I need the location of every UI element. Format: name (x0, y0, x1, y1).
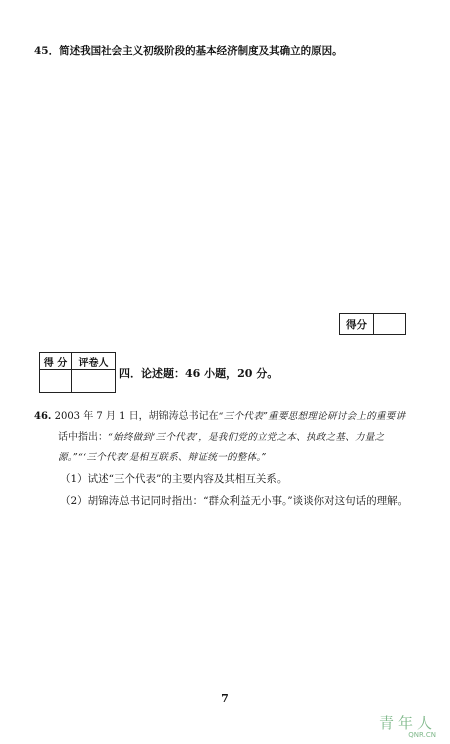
score-label: 得分 (340, 314, 374, 334)
question-46-line-2-quote: “始终做到‘三个代表’，是我们党的立党之本、执政之基、力量之 (108, 432, 385, 443)
question-46-line-1-intro: 2003 年 7 月 1 日，胡锦涛总书记在 (54, 411, 219, 422)
question-46-line-2-intro: 话中指出： (58, 432, 108, 443)
grader-score-cell[interactable] (40, 370, 72, 393)
grader-col-score: 得 分 (40, 353, 72, 370)
question-46-line-3: 源。”“‘三个代表’是相互联系、辩证统一的整体。” (58, 452, 267, 463)
score-blank[interactable] (374, 314, 405, 334)
question-45: 45．简述我国社会主义初级阶段的基本经济制度及其确立的原因。 (34, 45, 343, 57)
section-4-title: 四．论述题：46 小题，20 分。 (119, 367, 279, 380)
page-number: 7 (221, 692, 229, 705)
question-46-number: 46. (34, 411, 52, 422)
grader-reviewer-cell[interactable] (72, 370, 116, 393)
question-46-line-2 (58, 428, 384, 443)
grader-table (39, 352, 116, 393)
score-box (339, 313, 406, 335)
question-46-line-1-quote: “三个代表”重要思想理论研讨会上的重要讲 (218, 411, 406, 422)
watermark-logo (379, 712, 436, 739)
question-46-sub-1: （1）试述“三个代表”的主要内容及其相互关系。 (60, 473, 288, 485)
question-46-sub-2: （2）胡锦涛总书记同时指出：“群众利益无小事。”谈谈你对这句话的理解。 (60, 495, 409, 507)
watermark-url: QNR.CN (408, 731, 436, 739)
watermark-chinese: 青年人 (378, 714, 436, 732)
question-46-line-1 (34, 407, 405, 422)
grader-col-reviewer: 评卷人 (72, 353, 116, 370)
